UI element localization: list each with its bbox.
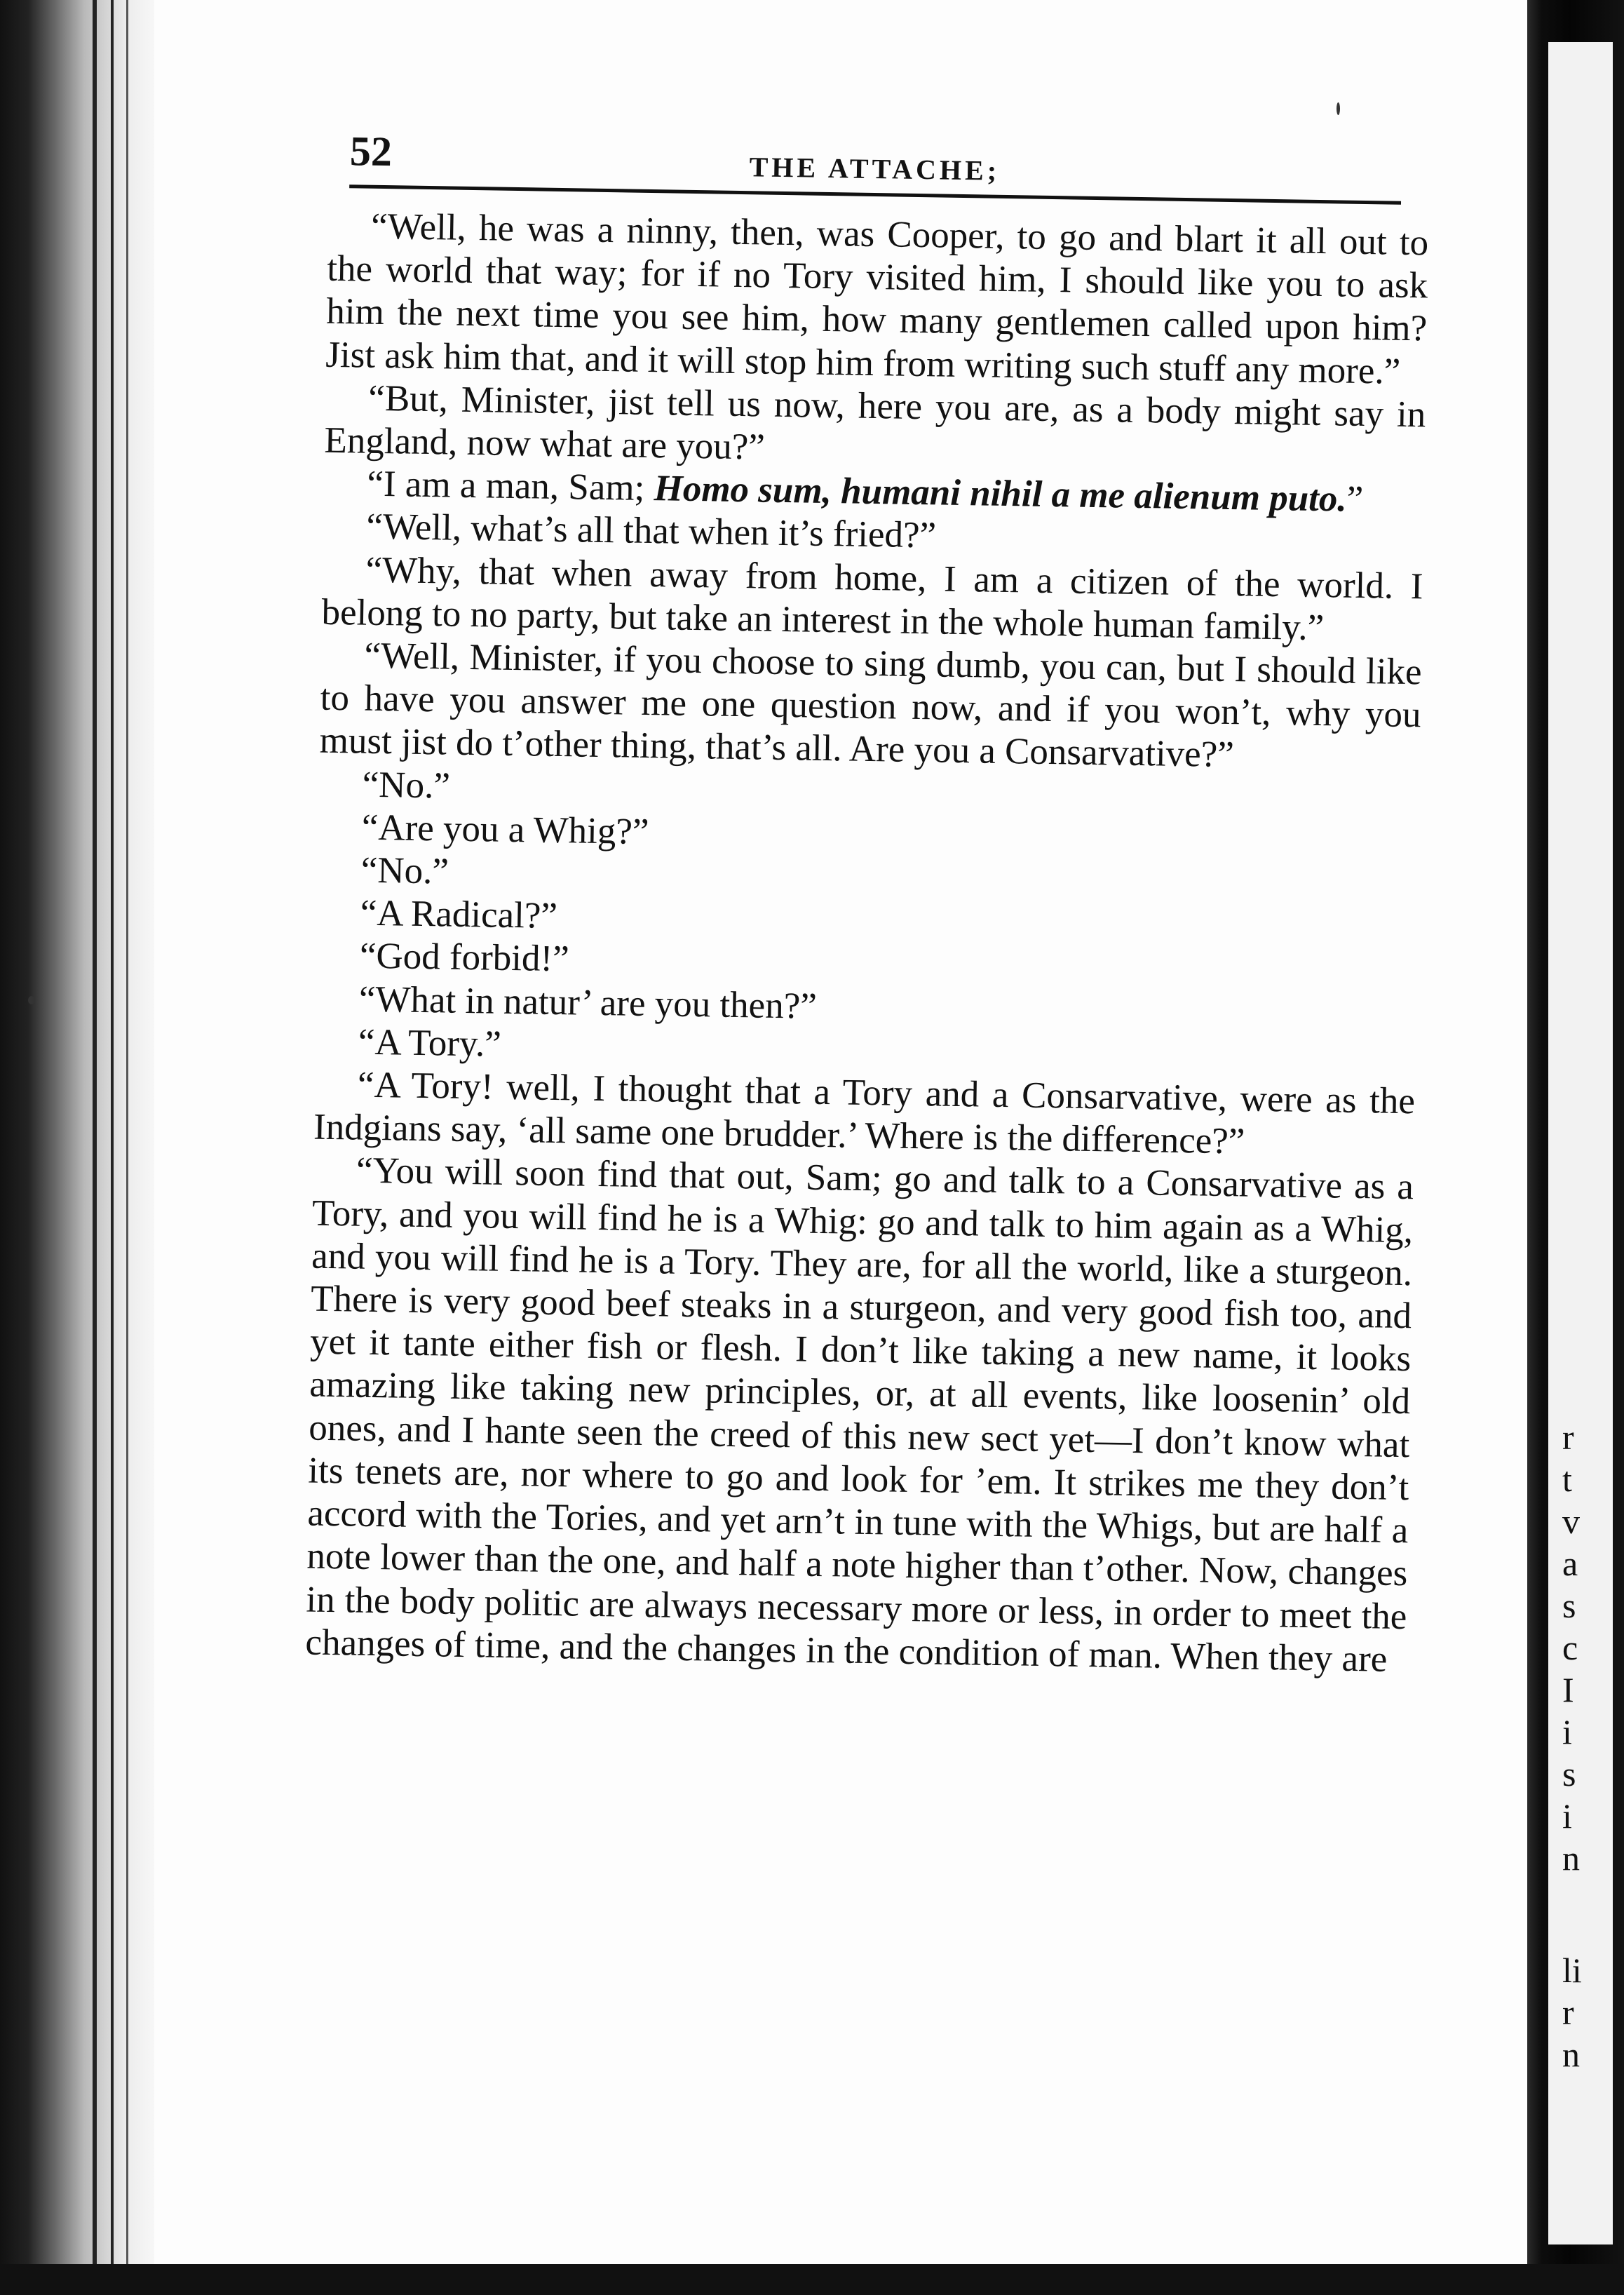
facing-page-fragment: li xyxy=(1562,1951,1582,1990)
facing-page-fragment: r xyxy=(1562,1418,1574,1457)
facing-page-fragment: c xyxy=(1562,1628,1578,1667)
paragraph: “No.” xyxy=(362,764,451,807)
scan-bottom-border xyxy=(0,2264,1624,2295)
facing-page-fragment: s xyxy=(1562,1754,1576,1793)
body-text xyxy=(270,204,1428,1681)
paragraph: “Well, he was a ninny, then, was Cooper, to go and blart it all out to the world that way; for if no Tory visited him, I should like you to ask him the next time you see him, how many gentlemen called upon him? Jist ask him that, and it will stop him from writing such stuff any more.” xyxy=(325,206,1429,392)
page-edge-line xyxy=(93,0,97,2295)
book-left-edge xyxy=(0,0,154,2295)
paragraph: “What in natur’ are you then?” xyxy=(358,978,818,1027)
paragraph: “A Tory! well, I thought that a Tory and a Consarvative, were as the Indgians say, ‘all same one brudder.’ Where is the difference?” xyxy=(313,1064,1416,1162)
paragraph: “But, Minister, jist tell us now, here you are, as a body might say in England, now what are you?” xyxy=(324,377,1426,468)
paragraph: “God forbid!” xyxy=(359,936,570,980)
latin-quotation: Homo sum, humani nihil a me alienum puto. xyxy=(654,468,1348,520)
page-edge-line xyxy=(111,0,114,2295)
paragraph-tail: ” xyxy=(1346,478,1364,520)
facing-page-fragment: t xyxy=(1562,1460,1572,1499)
facing-page-edge xyxy=(1548,42,1613,2244)
facing-page-fragment: i xyxy=(1562,1712,1572,1751)
book-page xyxy=(270,105,1430,1681)
paragraph: “Why, that when away from home, I am a citizen of the world. I belong to no party, but take an interest in the whole human family.” xyxy=(321,549,1423,648)
page-number: 52 xyxy=(349,128,393,175)
running-head xyxy=(294,105,1430,186)
paragraph: “A Radical?” xyxy=(360,892,558,937)
facing-page-fragment: n xyxy=(1562,2035,1580,2074)
paragraph: “A Tory.” xyxy=(358,1021,502,1065)
paragraph: “No.” xyxy=(360,849,449,892)
paragraph: “Are you a Whig?” xyxy=(361,807,649,852)
facing-page-fragment: r xyxy=(1562,1993,1574,2032)
facing-page-fragment: i xyxy=(1562,1796,1572,1836)
paragraph: “Well, Minister, if you choose to sing dumb, you can, but I should like to have you answer me one question now, and if you won’t, why you must jist do t’other thing, that’s all. Are you a Consarvative?” xyxy=(319,635,1422,776)
facing-page-fragment: n xyxy=(1562,1838,1580,1878)
page-edge-line xyxy=(126,0,128,2295)
paragraph: “Well, what’s all that when it’s fried?” xyxy=(366,506,937,556)
facing-page-fragment: v xyxy=(1562,1502,1580,1541)
facing-page-fragment: a xyxy=(1562,1544,1578,1583)
facing-page-fragment: I xyxy=(1562,1670,1574,1709)
paragraph-lead: “I am a man, Sam; xyxy=(367,463,655,509)
header-rule xyxy=(349,184,1401,205)
running-head-title: THE ATTACHE; xyxy=(749,151,1001,187)
paragraph: “You will soon find that out, Sam; go and talk to a Consarvative as a Tory, and you will find he is a Whig: go and talk to him again as a Whig, and you will find he is a Tory. They are, for all the world, like a sturgeon. There is very good beef steaks in a sturgeon, and very good fish too, and yet it tante either fish or flesh. I don’t like taking a new name, it looks amazing like taking new principles, or, at all events, like loosenin’ old ones, and I hante seen the creed of this new sect yet—I don’t know what its tenets are, nor where to go and look for ’em. It strikes me they don’t accord with the Tories, and yet arn’t in tune with the Whigs, but are half a note lower than the one, and half a note higher than t’other. Now, changes in the body politic are always necessary more or less, in order to meet the changes of time, and the changes in the condition of man. When they are xyxy=(305,1150,1414,1680)
scan-speck xyxy=(1337,102,1340,115)
scan-speck xyxy=(28,996,35,1004)
facing-page-fragment: s xyxy=(1562,1586,1576,1625)
